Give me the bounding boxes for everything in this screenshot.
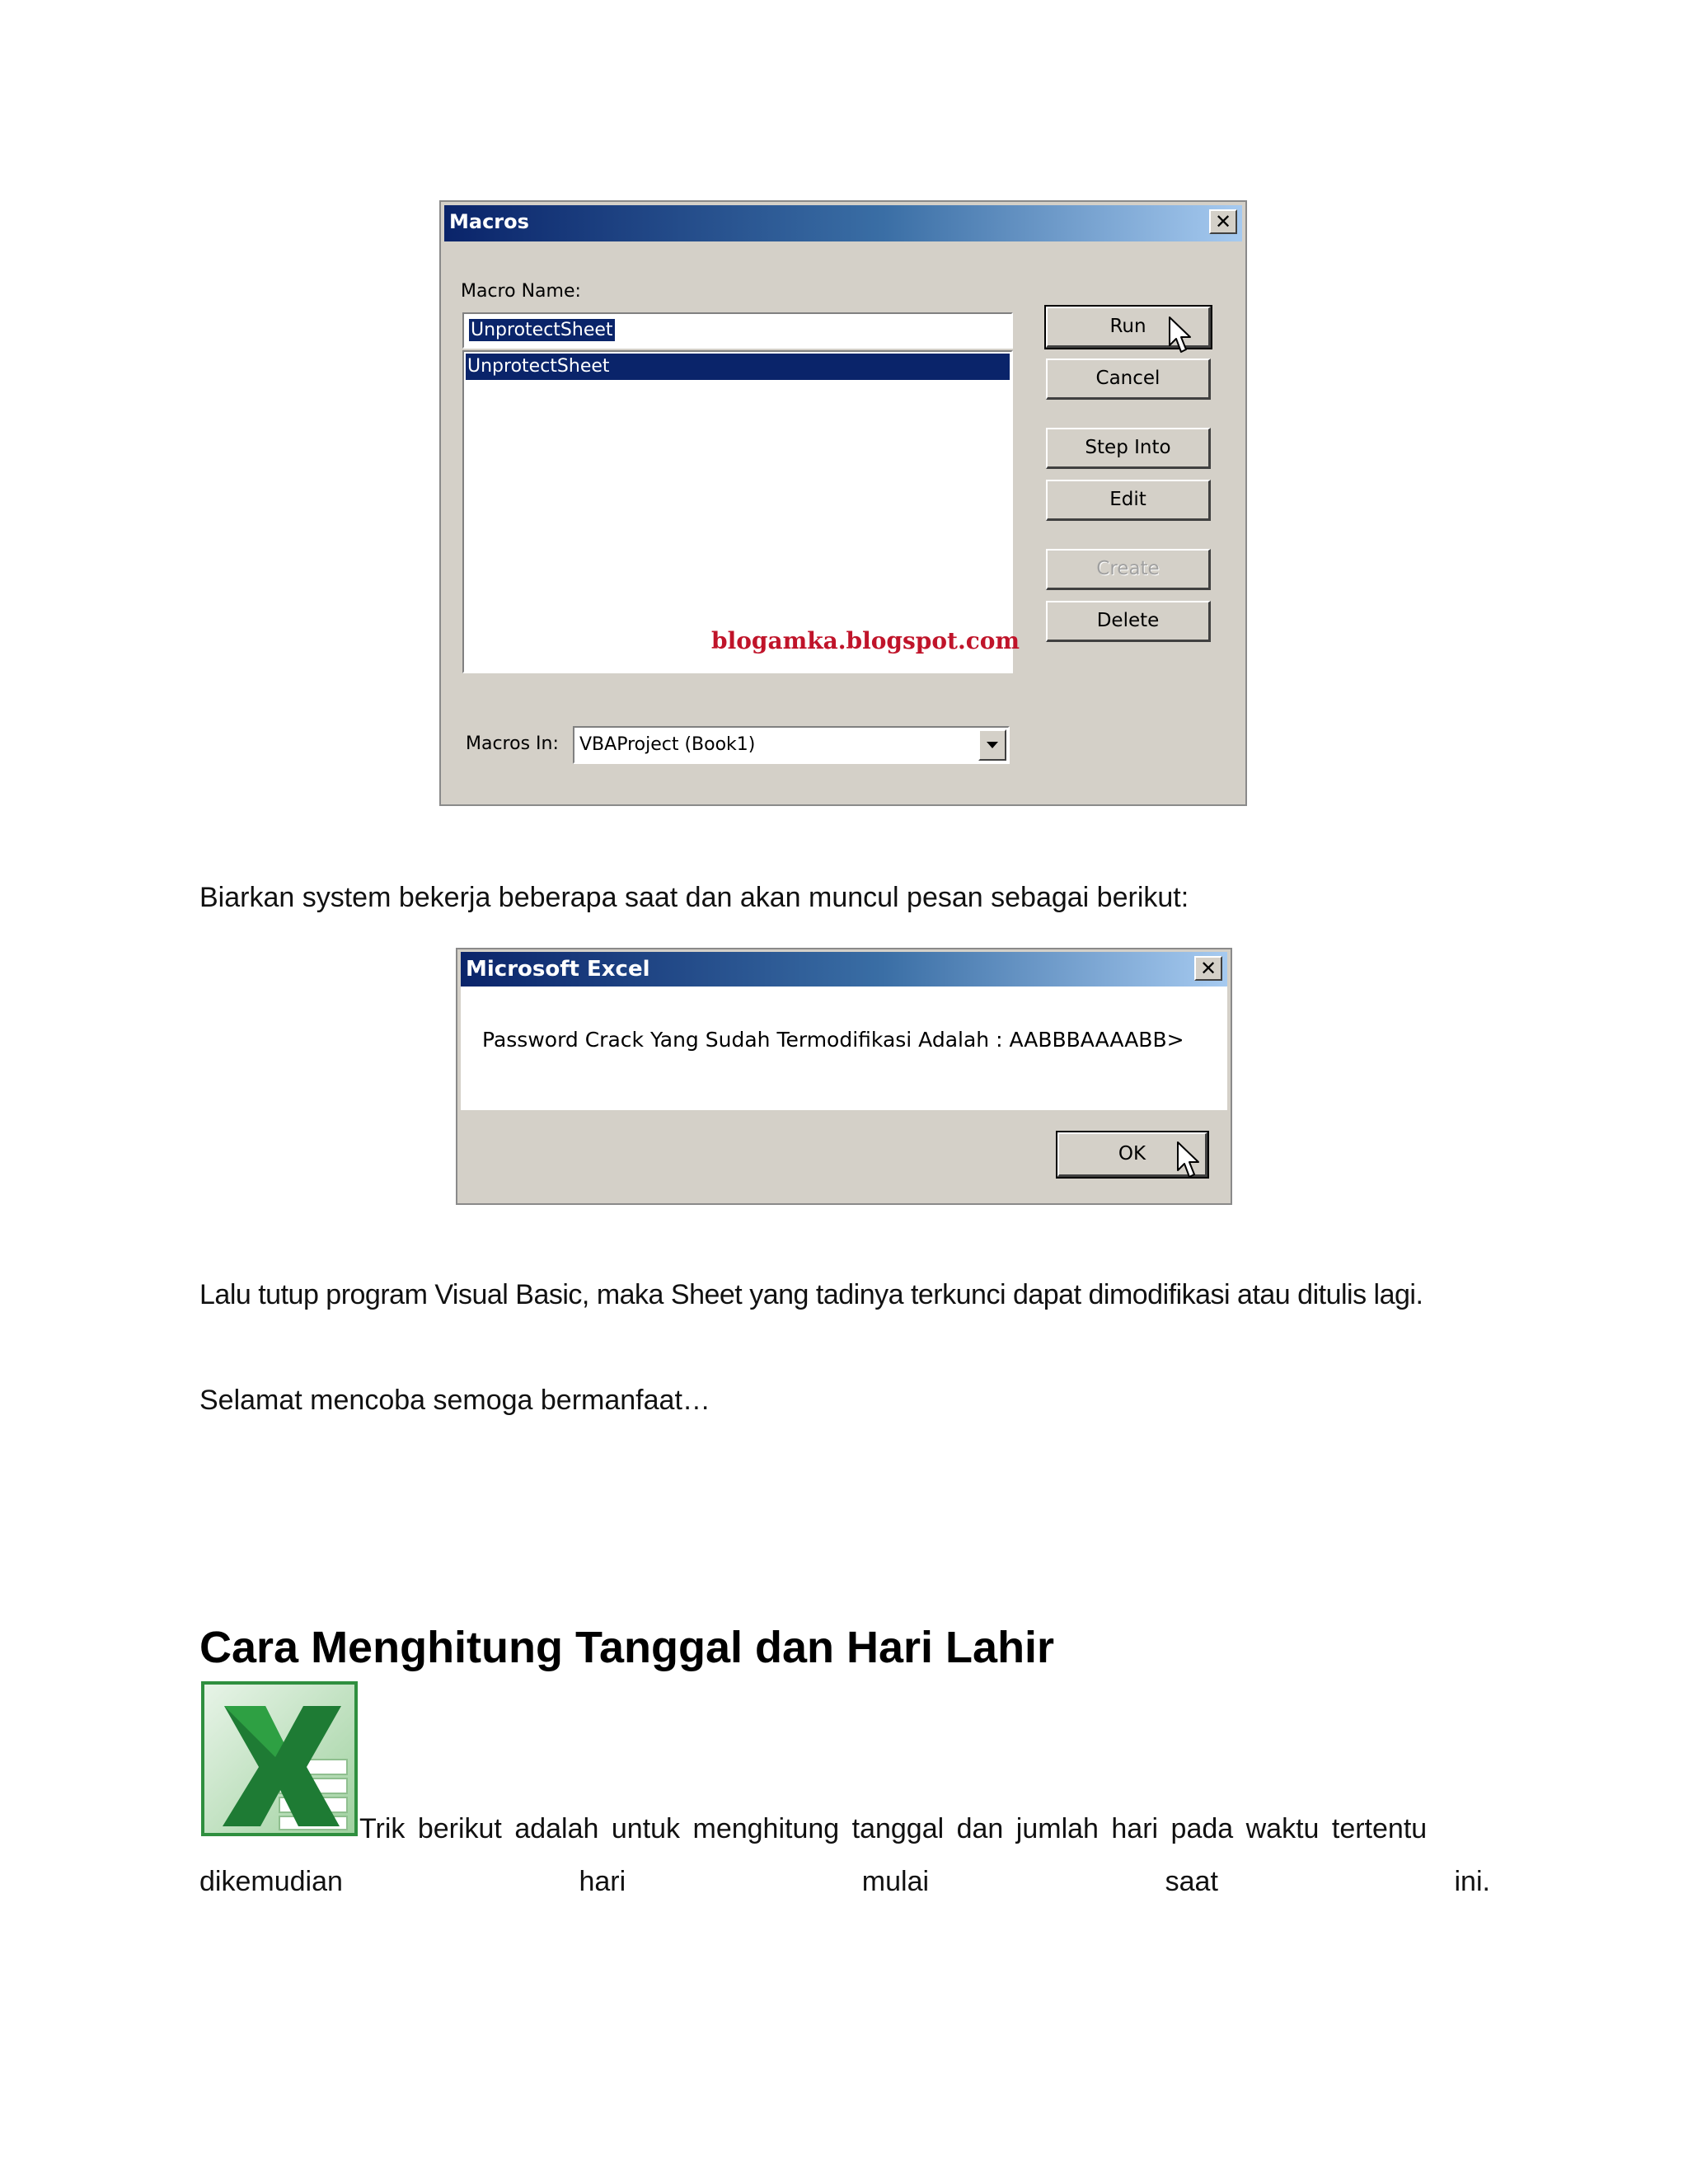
intro-word: hari [579, 1866, 626, 1897]
excel-logo-icon [201, 1681, 358, 1836]
excel-title: Microsoft Excel [466, 957, 650, 982]
excel-message-dialog [456, 948, 1232, 1205]
step-into-button[interactable]: Step Into [1046, 428, 1211, 469]
macro-name-label: Macro Name: [461, 281, 581, 302]
macros-titlebar [444, 205, 1242, 241]
paragraph: Lalu tutup program Visual Basic, maka Sheet yang tadinya terkunci dapat dimodifikasi atau ditulis lagi. [199, 1279, 1423, 1310]
list-item[interactable]: UnprotectSheet [466, 354, 1010, 380]
message-text: Password Crack Yang Sudah Termodifikasi Adalah : AABBBAAAABB> [482, 1028, 1184, 1052]
watermark: blogamka.blogspot.com [711, 627, 1020, 654]
close-icon[interactable]: ✕ [1194, 956, 1222, 981]
section-heading: Cara Menghitung Tanggal dan Hari Lahir [199, 1623, 1055, 1672]
message-area [461, 987, 1227, 1110]
intro-line-2 [199, 1866, 1490, 1898]
intro-word: dikemudian [199, 1866, 343, 1897]
intro-word: saat [1165, 1866, 1218, 1897]
paragraph: Selamat mencoba semoga bermanfaat… [199, 1385, 710, 1416]
intro-line-1: Trik berikut adalah untuk menghitung tanggal dan jumlah hari pada waktu tertentu [359, 1813, 1428, 1844]
macros-in-value: VBAProject (Book1) [579, 734, 756, 755]
intro-word: ini. [1454, 1866, 1490, 1897]
cancel-button[interactable]: Cancel [1046, 359, 1211, 400]
dropdown-arrow-icon[interactable] [978, 729, 1006, 761]
cursor-icon [1176, 1141, 1201, 1180]
macros-dialog [439, 200, 1247, 806]
macro-name-value: UnprotectSheet [471, 320, 613, 340]
macros-in-select[interactable] [573, 726, 1010, 764]
run-label: Run [1109, 316, 1146, 337]
macro-list[interactable] [462, 350, 1020, 673]
macros-in-label: Macros In: [466, 733, 559, 754]
macros-title: Macros [449, 210, 529, 233]
close-icon[interactable]: ✕ [1209, 209, 1237, 234]
edit-button[interactable]: Edit [1046, 480, 1211, 521]
ok-label: OK [1118, 1143, 1146, 1165]
excel-titlebar [461, 952, 1227, 987]
paragraph: Biarkan system bekerja beberapa saat dan akan muncul pesan sebagai berikut: [199, 882, 1189, 913]
intro-word: mulai [861, 1866, 930, 1897]
cursor-icon [1168, 316, 1193, 355]
delete-button[interactable]: Delete [1046, 601, 1211, 642]
create-button: Create [1046, 549, 1211, 590]
macro-name-input[interactable] [462, 312, 1013, 349]
